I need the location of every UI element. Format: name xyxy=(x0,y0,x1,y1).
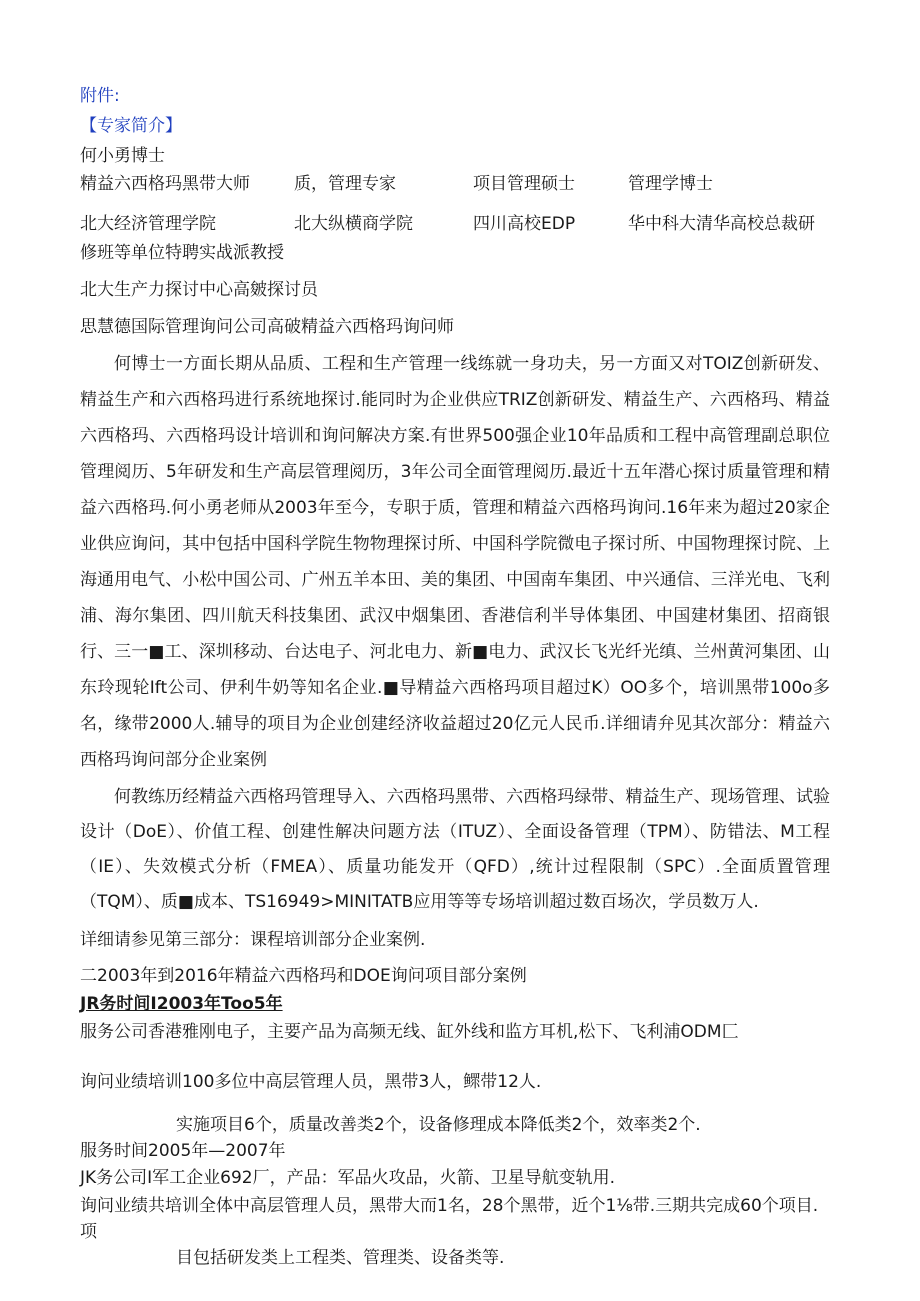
section-2-title: 二2003年到2016年精益六西格玛和DOE询问项目部分案例 xyxy=(80,966,527,986)
case-2-result-line-2: 目包括研发类上工程类、管理类、设备类等. xyxy=(176,1248,505,1268)
title-pm-master: 项目管理硕士 xyxy=(473,174,575,194)
inst-pku-business: 北大纵横商学院 xyxy=(294,214,413,234)
inst-pku-econ: 北大经济管理学院 xyxy=(80,214,216,234)
titles-row-2 xyxy=(80,213,830,235)
expert-name: 何小勇博士 xyxy=(80,146,165,166)
bio-paragraph-1: 何博士一方面长期从品质、工程和生产管理一线练就一身功夫，另一方面又对TOIZ创新研发、精益生产和六西格玛进行系统地探讨.能同时为企业供应TRIZ创新研发、精益生产、六西格玛、精益六西格玛、六西格玛设计培训和询问解决方案.有世界500强企业10年品质和工程中高管理副总职位管理阅历、5年研发和生产高层管理阅历，3年公司全面管理阅历.最近十五年潜心探讨质量管理和精益六西格玛.何小勇老师从2003年至今，专职于质，管理和精益六西格玛询问.16年来为超过20家企业供应询问，其中包括中国科学院生物物理探讨所、中国科学院微电子探讨所、中国物理探讨院、上海通用电气、小松中国公司、广州五羊本田、美的集团、中国南车集团、中兴通信、三洋光电、飞利浦、海尔集团、四川航天科技集团、武汉中烟集团、香港信利半导体集团、中国建材集团、招商银行、三一■工、深圳移动、台达电子、河北电力、新■电力、武汉长飞光纤光缜、兰州黄河集团、山东玲现轮Ift公司、伊利牛奶等知名企业.■导精益六西格玛项目超过K）OO多个，培训黑带100o多名，缘带2000人.辅导的项目为企业创建经济收益超过20亿元人民币.详细请弁见其次部分：精益六西格玛询问部分企业案例 xyxy=(80,354,830,770)
case-2-result-line-1: 询问业绩共培训全体中高层管理人员，黑带大而1名，28个黑带，近个1⅛带.三期共完成60个项目.项 xyxy=(80,1196,819,1242)
line-consultant: 思慧德国际管理询问公司高破精益六西格玛询问师 xyxy=(80,317,454,337)
titles-row-1 xyxy=(80,173,830,195)
line-research: 北大生产力探讨中心高皴探讨员 xyxy=(80,280,318,300)
case-1-client: 服务公司香港雅刚电子，主要产品为高频无线、缸外线和监方耳机,松下、飞利浦ODM匚 xyxy=(80,1022,739,1042)
inst-hust-tsinghua: 华中科大清华高校总裁研 xyxy=(628,214,815,234)
case-1-time: JR务时间I2003年Too5年 xyxy=(80,994,283,1014)
bio-paragraph-2: 何教练历经精益六西格玛管理导入、六西格玛黑带、六西格玛绿带、精益生产、现场管理、试验设计（DoE）、价值工程、创建性解决问题方法（ITUZ）、全面设备管理（TPM）、防错法、M工程（IE）、失效模式分析（FMEA）、质量功能发开（QFD）,统计过程限制（SPC）.全面质置管理（TQM）、质■成本、TS16949>MINITATB应用等等专场培训超过数百场次，学员数万人. xyxy=(80,787,830,912)
case-2-time: 服务时间2005年—2007年 xyxy=(80,1141,286,1161)
title-quality-expert: 质，管理专家 xyxy=(294,174,396,194)
case-2-client: JK务公司I军工企业692厂，产品：军品火攻品，火箭、卫星导航变轨用. xyxy=(80,1168,616,1188)
inst-sichuan-edp: 四川高校EDP xyxy=(473,214,576,234)
titles-row-2-continued: 修班等单位特聘实战派教授 xyxy=(80,243,284,263)
attachment-label: 附件: xyxy=(80,86,120,106)
case-1-result: 询问业绩培训100多位中高层管理人员，黑带3人，鳏带12人. xyxy=(80,1072,542,1092)
case-1-projects: 实施项目6个，质量改善类2个，设备修理成本降低类2个，效率类2个. xyxy=(176,1115,701,1135)
case-2-result xyxy=(80,1193,830,1271)
bio-paragraph-2-tail: 详细请参见第三部分：课程培训部分企业案例. xyxy=(80,930,426,950)
title-black-belt: 精益六西格玛黑带大师 xyxy=(80,174,250,194)
section-title: 【专家简介】 xyxy=(80,116,182,136)
title-doctorate: 管理学博士 xyxy=(628,174,713,194)
